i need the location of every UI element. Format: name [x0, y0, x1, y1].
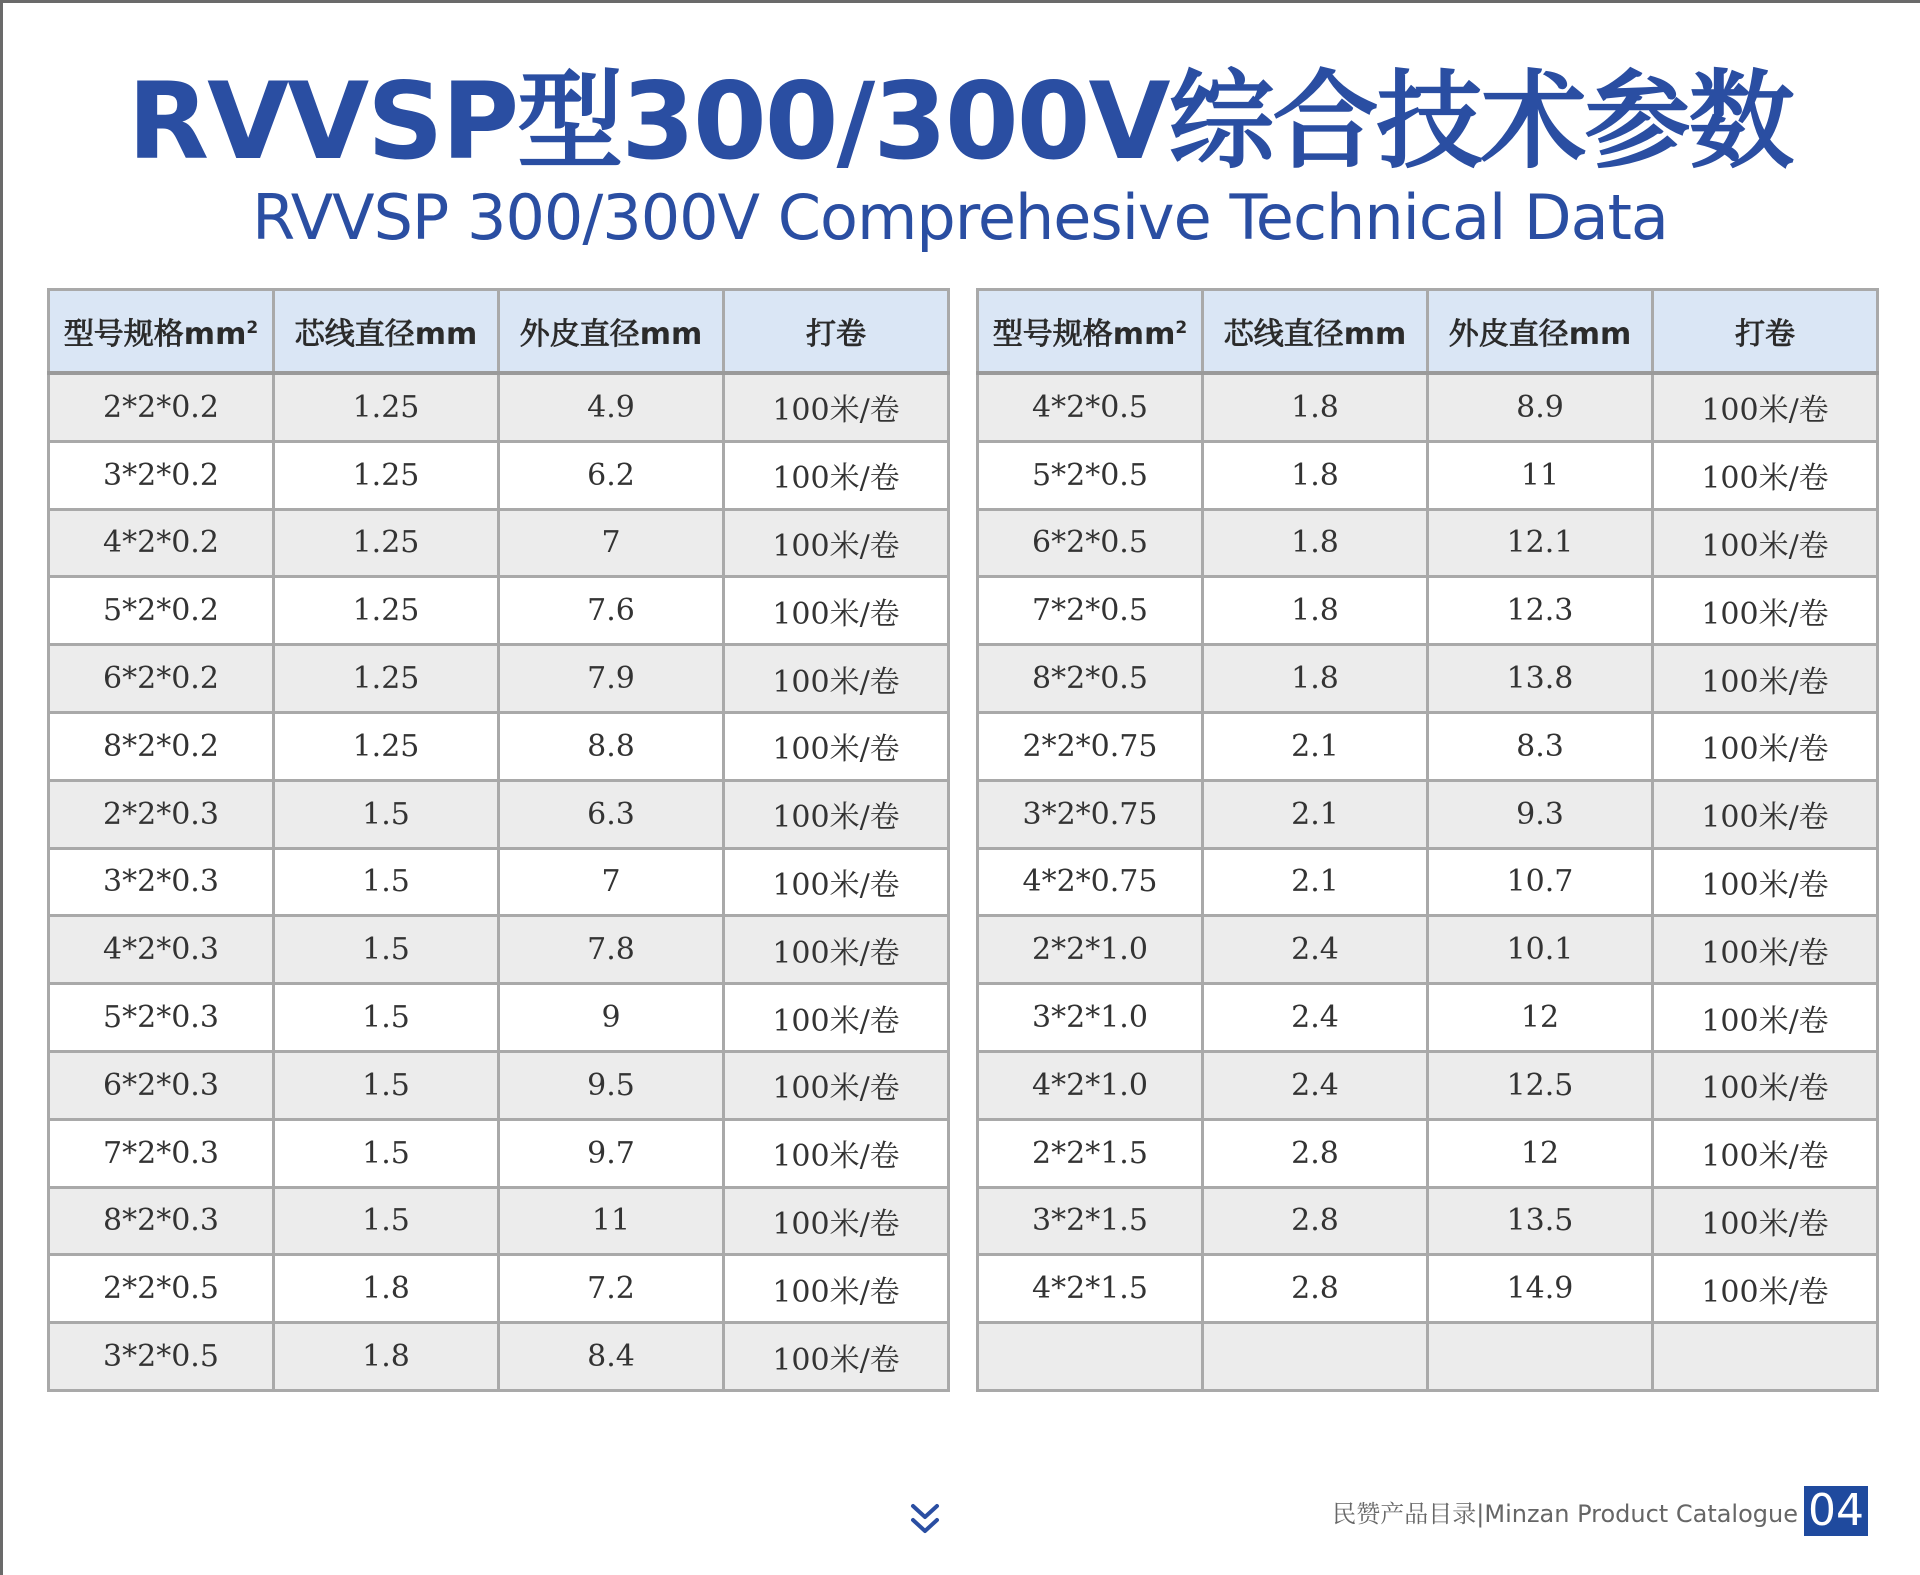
cell-core-diameter: 1.8	[274, 1255, 499, 1323]
cell-core-diameter: 1.5	[274, 916, 499, 984]
page-title: RVVSP型300/300V综合技术参数	[127, 60, 1793, 183]
cell-outer-diameter: 6.2	[499, 441, 724, 509]
cell-spec: 4*2*0.2	[49, 509, 274, 577]
cell-outer-diameter: 9	[499, 984, 724, 1052]
cell-core-diameter: 2.4	[1203, 916, 1428, 984]
cell-spec: 3*2*1.5	[978, 1187, 1203, 1255]
cell-coil: 100米/卷	[724, 1051, 949, 1119]
table-row	[49, 441, 949, 509]
table-row	[978, 848, 1878, 916]
cell-outer-diameter: 7.9	[499, 645, 724, 713]
cell-spec: 5*2*0.2	[49, 577, 274, 645]
cell-core-diameter: 1.5	[274, 1187, 499, 1255]
table-row	[49, 848, 949, 916]
page-subtitle: RVVSP 300/300V Comprehesive Technical Data	[252, 181, 1668, 254]
cell-core-diameter: 1.8	[1203, 577, 1428, 645]
cell-core-diameter: 2.1	[1203, 780, 1428, 848]
cell-core-diameter: 1.5	[274, 984, 499, 1052]
cell-outer-diameter: 12	[1428, 1119, 1653, 1187]
cell-spec	[978, 1323, 1203, 1391]
cell-core-diameter: 1.8	[1203, 373, 1428, 441]
column-header-core-diameter: 芯线直径mm	[1203, 290, 1428, 374]
table-row	[978, 373, 1878, 441]
cell-spec: 2*2*0.2	[49, 373, 274, 441]
cell-core-diameter: 1.25	[274, 441, 499, 509]
cell-core-diameter: 1.5	[274, 1051, 499, 1119]
cell-coil: 100米/卷	[724, 848, 949, 916]
cell-spec: 2*2*0.5	[49, 1255, 274, 1323]
table-body-left	[49, 373, 949, 1390]
cell-outer-diameter: 14.9	[1428, 1255, 1653, 1323]
table-row	[49, 1119, 949, 1187]
table-row	[978, 1255, 1878, 1323]
cell-coil: 100米/卷	[724, 373, 949, 441]
cell-spec: 8*2*0.3	[49, 1187, 274, 1255]
cell-core-diameter: 1.5	[274, 780, 499, 848]
cell-outer-diameter	[1428, 1323, 1653, 1391]
catalogue-label: 民赞产品目录|Minzan Product Catalogue	[1332, 1499, 1798, 1528]
table-row	[978, 712, 1878, 780]
cell-outer-diameter: 8.4	[499, 1323, 724, 1391]
cell-spec: 4*2*1.5	[978, 1255, 1203, 1323]
cell-outer-diameter: 9.7	[499, 1119, 724, 1187]
cell-outer-diameter: 11	[1428, 441, 1653, 509]
cell-outer-diameter: 12.1	[1428, 509, 1653, 577]
table-row	[49, 984, 949, 1052]
cell-coil: 100米/卷	[1653, 712, 1878, 780]
cell-outer-diameter: 13.8	[1428, 645, 1653, 713]
cell-coil: 100米/卷	[1653, 1119, 1878, 1187]
cell-coil: 100米/卷	[1653, 577, 1878, 645]
cell-core-diameter: 2.8	[1203, 1255, 1428, 1323]
cell-core-diameter: 2.8	[1203, 1187, 1428, 1255]
cell-outer-diameter: 9.3	[1428, 780, 1653, 848]
cell-core-diameter: 2.4	[1203, 1051, 1428, 1119]
table-header-row	[49, 290, 949, 374]
table-row	[978, 1119, 1878, 1187]
cell-outer-diameter: 6.3	[499, 780, 724, 848]
column-header-core-diameter: 芯线直径mm	[274, 290, 499, 374]
cell-coil: 100米/卷	[1653, 1187, 1878, 1255]
cell-spec: 2*2*1.5	[978, 1119, 1203, 1187]
cell-spec: 3*2*1.0	[978, 984, 1203, 1052]
table-row	[49, 645, 949, 713]
cell-outer-diameter: 7.2	[499, 1255, 724, 1323]
cell-coil: 100米/卷	[724, 984, 949, 1052]
cell-core-diameter: 2.8	[1203, 1119, 1428, 1187]
column-header-spec: 型号规格$mm^2$	[978, 290, 1203, 374]
cell-coil: 100米/卷	[724, 712, 949, 780]
column-header-coil: 打卷	[1653, 290, 1878, 374]
cell-spec: 6*2*0.3	[49, 1051, 274, 1119]
table-row	[49, 1255, 949, 1323]
cell-coil: 100米/卷	[1653, 1051, 1878, 1119]
cell-outer-diameter: 11	[499, 1187, 724, 1255]
table-row	[49, 373, 949, 441]
table-row	[49, 577, 949, 645]
cell-core-diameter: 2.4	[1203, 984, 1428, 1052]
cell-coil: 100米/卷	[724, 577, 949, 645]
cell-coil: 100米/卷	[724, 1119, 949, 1187]
table-row	[978, 509, 1878, 577]
cell-coil: 100米/卷	[724, 1323, 949, 1391]
cell-outer-diameter: 7.8	[499, 916, 724, 984]
cell-spec: 6*2*0.5	[978, 509, 1203, 577]
cell-outer-diameter: 8.9	[1428, 373, 1653, 441]
cell-coil: 100米/卷	[1653, 373, 1878, 441]
table-row	[978, 1051, 1878, 1119]
cell-spec: 5*2*0.3	[49, 984, 274, 1052]
cell-spec: 4*2*0.75	[978, 848, 1203, 916]
spec-table-right	[976, 288, 1879, 1392]
cell-outer-diameter: 10.1	[1428, 916, 1653, 984]
cell-outer-diameter: 8.8	[499, 712, 724, 780]
cell-coil: 100米/卷	[1653, 984, 1878, 1052]
table-header-row	[978, 290, 1878, 374]
cell-coil: 100米/卷	[1653, 1255, 1878, 1323]
table-row	[978, 1323, 1878, 1391]
cell-spec: 8*2*0.5	[978, 645, 1203, 713]
page-number-badge: 04	[1804, 1486, 1868, 1536]
cell-spec: 4*2*1.0	[978, 1051, 1203, 1119]
cell-outer-diameter: 9.5	[499, 1051, 724, 1119]
page-frame-top	[0, 0, 1920, 3]
cell-spec: 2*2*0.3	[49, 780, 274, 848]
cell-core-diameter: 1.8	[274, 1323, 499, 1391]
cell-outer-diameter: 12.3	[1428, 577, 1653, 645]
table-row	[978, 577, 1878, 645]
cell-coil: 100米/卷	[724, 916, 949, 984]
cell-outer-diameter: 8.3	[1428, 712, 1653, 780]
table-row	[978, 780, 1878, 848]
cell-spec: 7*2*0.3	[49, 1119, 274, 1187]
cell-core-diameter: 1.25	[274, 509, 499, 577]
cell-coil: 100米/卷	[1653, 645, 1878, 713]
cell-coil: 100米/卷	[724, 1187, 949, 1255]
cell-coil: 100米/卷	[724, 441, 949, 509]
column-header-outer-diameter: 外皮直径mm	[499, 290, 724, 374]
table-row	[978, 984, 1878, 1052]
cell-core-diameter: 1.8	[1203, 645, 1428, 713]
cell-spec: 7*2*0.5	[978, 577, 1203, 645]
cell-outer-diameter: 7.6	[499, 577, 724, 645]
cell-outer-diameter: 12	[1428, 984, 1653, 1052]
cell-coil	[1653, 1323, 1878, 1391]
table-row	[978, 441, 1878, 509]
cell-coil: 100米/卷	[1653, 780, 1878, 848]
column-header-spec: 型号规格$mm^2$	[49, 290, 274, 374]
cell-core-diameter: 1.25	[274, 577, 499, 645]
table-row	[49, 780, 949, 848]
cell-core-diameter: 1.25	[274, 373, 499, 441]
cell-spec: 2*2*0.75	[978, 712, 1203, 780]
cell-core-diameter: 2.1	[1203, 848, 1428, 916]
table-row	[49, 1187, 949, 1255]
column-header-outer-diameter: 外皮直径mm	[1428, 290, 1653, 374]
cell-core-diameter: 1.8	[1203, 509, 1428, 577]
cell-core-diameter: 2.1	[1203, 712, 1428, 780]
table-row	[978, 645, 1878, 713]
cell-outer-diameter: 13.5	[1428, 1187, 1653, 1255]
column-header-coil: 打卷	[724, 290, 949, 374]
cell-outer-diameter: 7	[499, 509, 724, 577]
cell-coil: 100米/卷	[724, 780, 949, 848]
cell-spec: 4*2*0.3	[49, 916, 274, 984]
table-row	[49, 712, 949, 780]
cell-spec: 6*2*0.2	[49, 645, 274, 713]
cell-spec: 3*2*0.3	[49, 848, 274, 916]
table-row	[49, 1323, 949, 1391]
double-chevron-down-icon[interactable]	[905, 1500, 945, 1540]
cell-spec: 3*2*0.2	[49, 441, 274, 509]
cell-coil: 100米/卷	[1653, 441, 1878, 509]
cell-outer-diameter: 7	[499, 848, 724, 916]
spec-table-left	[47, 288, 950, 1392]
cell-coil: 100米/卷	[724, 509, 949, 577]
cell-core-diameter: 1.25	[274, 645, 499, 713]
cell-coil: 100米/卷	[724, 1255, 949, 1323]
footer	[1332, 1486, 1868, 1536]
table-row	[978, 1187, 1878, 1255]
table-row	[49, 916, 949, 984]
cell-outer-diameter: 10.7	[1428, 848, 1653, 916]
cell-core-diameter: 1.5	[274, 848, 499, 916]
cell-outer-diameter: 4.9	[499, 373, 724, 441]
cell-spec: 4*2*0.5	[978, 373, 1203, 441]
cell-outer-diameter: 12.5	[1428, 1051, 1653, 1119]
cell-spec: 3*2*0.75	[978, 780, 1203, 848]
cell-coil: 100米/卷	[1653, 848, 1878, 916]
cell-coil: 100米/卷	[1653, 916, 1878, 984]
cell-spec: 8*2*0.2	[49, 712, 274, 780]
table-row	[49, 509, 949, 577]
cell-coil: 100米/卷	[1653, 509, 1878, 577]
cell-spec: 5*2*0.5	[978, 441, 1203, 509]
table-row	[978, 916, 1878, 984]
table-body-right	[978, 373, 1878, 1390]
cell-coil: 100米/卷	[724, 645, 949, 713]
cell-core-diameter: 1.25	[274, 712, 499, 780]
cell-core-diameter	[1203, 1323, 1428, 1391]
cell-core-diameter: 1.5	[274, 1119, 499, 1187]
cell-spec: 2*2*1.0	[978, 916, 1203, 984]
cell-spec: 3*2*0.5	[49, 1323, 274, 1391]
cell-core-diameter: 1.8	[1203, 441, 1428, 509]
table-row	[49, 1051, 949, 1119]
